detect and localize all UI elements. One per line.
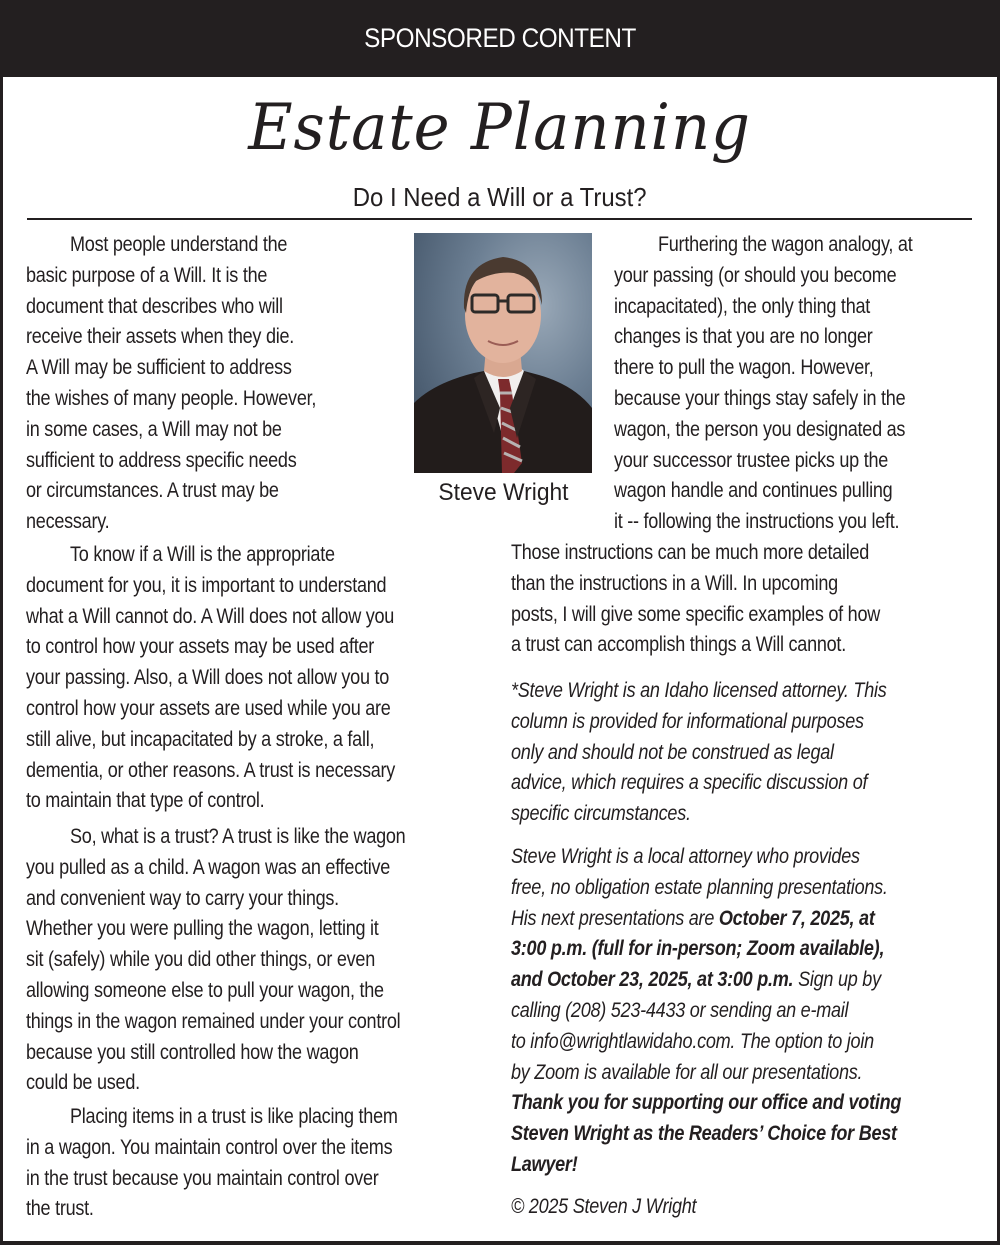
author-portrait-image xyxy=(414,233,592,473)
page-subtitle: Do I Need a Will or a Trust? xyxy=(353,182,647,212)
right-paragraph-1-continued: Those instructions can be much more detailed than the instructions in a Will. In upcoming posts, I will give some specific examples of how a trust can accomplish things a Will cannot. xyxy=(511,541,881,657)
presentation-time-1: 3:00 p.m. (full for in-person; Zoom available), xyxy=(511,937,885,961)
left-paragraph-1: Most people understand the basic purpose of a Will. It is the document that describes who will receive their assets when they die. A Will may be sufficient to address the wishes of many people. However, in some cases, a Will may not be sufficient to address specific needs or circumstances. A trust may be necessary. xyxy=(26,233,317,534)
right-paragraph-1: Furthering the wagon analogy, at your passing (or should you become incapacitated), the only thing that changes is that you are no longer there to pull the wagon. However, because your things stay safely in the wagon, the person you designated as your successor trustee picks up the wagon handle and continues pulling it -- following the instructions you left. xyxy=(614,233,913,534)
email-link[interactable]: info@wrightlawidaho.com xyxy=(530,1029,731,1053)
legal-disclaimer: *Steve Wright is an Idaho licensed attorney. This column is provided for informational purposes only and should not be construed as legal advice, which requires a specific discussion of specific circumstances. xyxy=(511,679,887,826)
title-divider xyxy=(27,218,972,220)
left-paragraph-3: So, what is a trust? A trust is like the wagon you pulled as a child. A wagon was an effective and convenient way to carry your things. Whether you were pulling the wagon, letting it sit (safely) while you did other things, or even allowing someone else to pull your wagon, the things in the wagon remained under your control because you still controlled how the wagon could be used. xyxy=(26,825,406,1095)
presentation-promo: Steve Wright is a local attorney who provides free, no obligation estate planning presentations. His next presentations are October 7, 2025, at 3:00 p.m. (full for in-person; Zoom available), and October 23, 2025, at 3:00 p.m. Sign up by calling (208) 523-4433 or sending an e-mail to info@wrightlawidaho.com. The option to join by Zoom is available for all our presentations. xyxy=(511,845,888,1084)
phone-number[interactable]: (208) 523-4433 xyxy=(565,998,686,1022)
author-photo-caption: Steve Wright xyxy=(437,479,569,506)
thank-you-note: Thank you for supporting our office and voting Steven Wright as the Readers’ Choice for Best Lawyer! xyxy=(511,1091,902,1176)
sponsored-banner xyxy=(0,0,1000,77)
left-paragraph-2: To know if a Will is the appropriate document for you, it is important to understand what a Will cannot do. A Will does not allow you to control how your assets may be used after your passing. Also, a Will does not allow you to control how your assets are used while you are still alive, but incapacitated by a stroke, a fall, dementia, or other reasons. A trust is necessary to maintain that type of control. xyxy=(26,543,396,813)
page-title: Estate Planning xyxy=(248,91,752,165)
copyright-notice: © 2025 Steven J Wright xyxy=(511,1195,697,1218)
left-paragraph-4: Placing items in a trust is like placing them in a wagon. You maintain control over the items in the trust because you maintain control over the trust. xyxy=(26,1105,398,1221)
presentation-date-1: October 7, 2025, at xyxy=(718,906,875,930)
author-photo xyxy=(414,233,592,473)
banner-label: SPONSORED CONTENT xyxy=(364,23,636,53)
presentation-date-2: and October 23, 2025, at 3:00 p.m. xyxy=(511,968,794,992)
